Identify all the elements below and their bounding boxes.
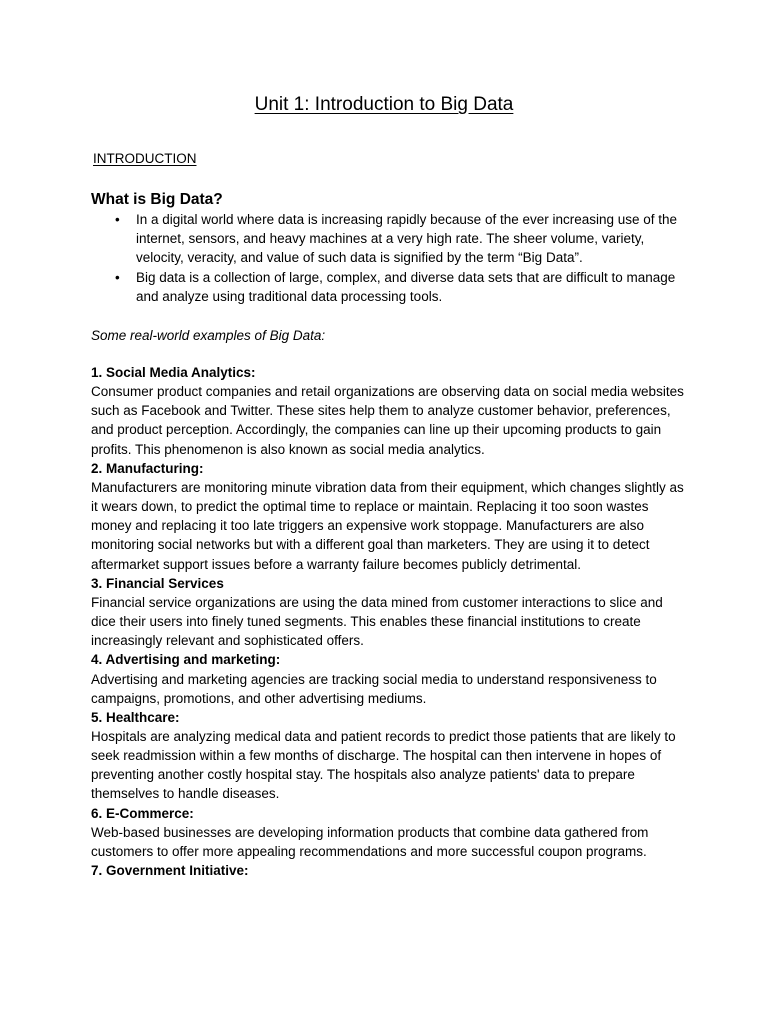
example-heading-social-media: 1. Social Media Analytics: <box>91 365 256 380</box>
bullet-item <box>91 210 691 268</box>
bullet-dot-icon: • <box>115 269 120 285</box>
examples-section <box>91 363 691 880</box>
example-text-healthcare: Hospitals are analyzing medical data and patient records to predict those patients that are likely to seek readmission within a few months of discharge. The hospital can then intervene in hopes of preventing another costly hospital stay. The hospitals also analyze patients' data to prepare themselves to handle diseases. <box>91 728 676 802</box>
example-heading-government: 7. Government Initiative: <box>91 863 249 879</box>
bullet-item <box>91 268 691 306</box>
bullet-text: In a digital world where data is increasing rapidly because of the ever increasing use of the internet, sensors, and heavy machines at a very high rate. The sheer volume, variety, velocity, veracity, and value of such data is signified by the term “Big Data”. <box>136 212 678 266</box>
example-text-manufacturing: Manufacturers are monitoring minute vibration data from their equipment, which changes slightly as it wears down, to predict the optimal time to replace or maintain. Replacing it too soon wastes money and replacing it too late triggers an expensive work stoppage. Manufacturers are also monitoring social networks but with a different goal than marketers. They are using it to detect aftermarket support issues before a warranty failure becomes publicly detrimental. <box>91 479 684 572</box>
bullet-text: Big data is a collection of large, complex, and diverse data sets that are difficult to manage and analyze using traditional data processing tools. <box>136 269 676 304</box>
example-heading-ecommerce: 6. E-Commerce: <box>91 805 194 821</box>
document-title-text: Unit 1: Introduction to Big Data <box>254 94 514 115</box>
definition-bullet-list <box>91 210 691 306</box>
example-heading-advertising: 4. Advertising and marketing: <box>91 652 281 668</box>
example-heading-manufacturing: 2. Manufacturing: <box>91 460 204 476</box>
bullet-dot-icon: • <box>115 212 120 227</box>
example-text-financial-services: Financial service organizations are using the data mined from customer interactions to slice and dice their users into finely tuned segments. This enables these financial institutions to create increasingly relevant and sophisticated offers. <box>91 594 663 649</box>
example-text-social-media: Consumer product companies and retail organizations are observing data on social media websites such as Facebook and Twitter. These sites help them to analyze customer behavior, preferences, and product perception. Accordingly, the companies can line up their upcoming products to gain profits. This phenomenon is also known as social media analytics. <box>91 384 684 457</box>
section-label-introduction: INTRODUCTION <box>93 151 197 166</box>
document-title <box>0 92 768 118</box>
what-is-big-data-heading: What is Big Data? <box>91 191 223 208</box>
examples-intro: Some real-world examples of Big Data: <box>91 328 326 343</box>
example-heading-financial-services: 3. Financial Services <box>91 575 224 591</box>
example-text-ecommerce: Web-based businesses are developing information products that combine data gathered from customers to offer more appealing recommendations and more successful coupon programs. <box>91 824 649 859</box>
example-heading-healthcare: 5. Healthcare: <box>91 709 180 725</box>
example-text-advertising: Advertising and marketing agencies are tracking social media to understand responsiveness to campaigns, promotions, and other advertising mediums. <box>91 671 657 706</box>
